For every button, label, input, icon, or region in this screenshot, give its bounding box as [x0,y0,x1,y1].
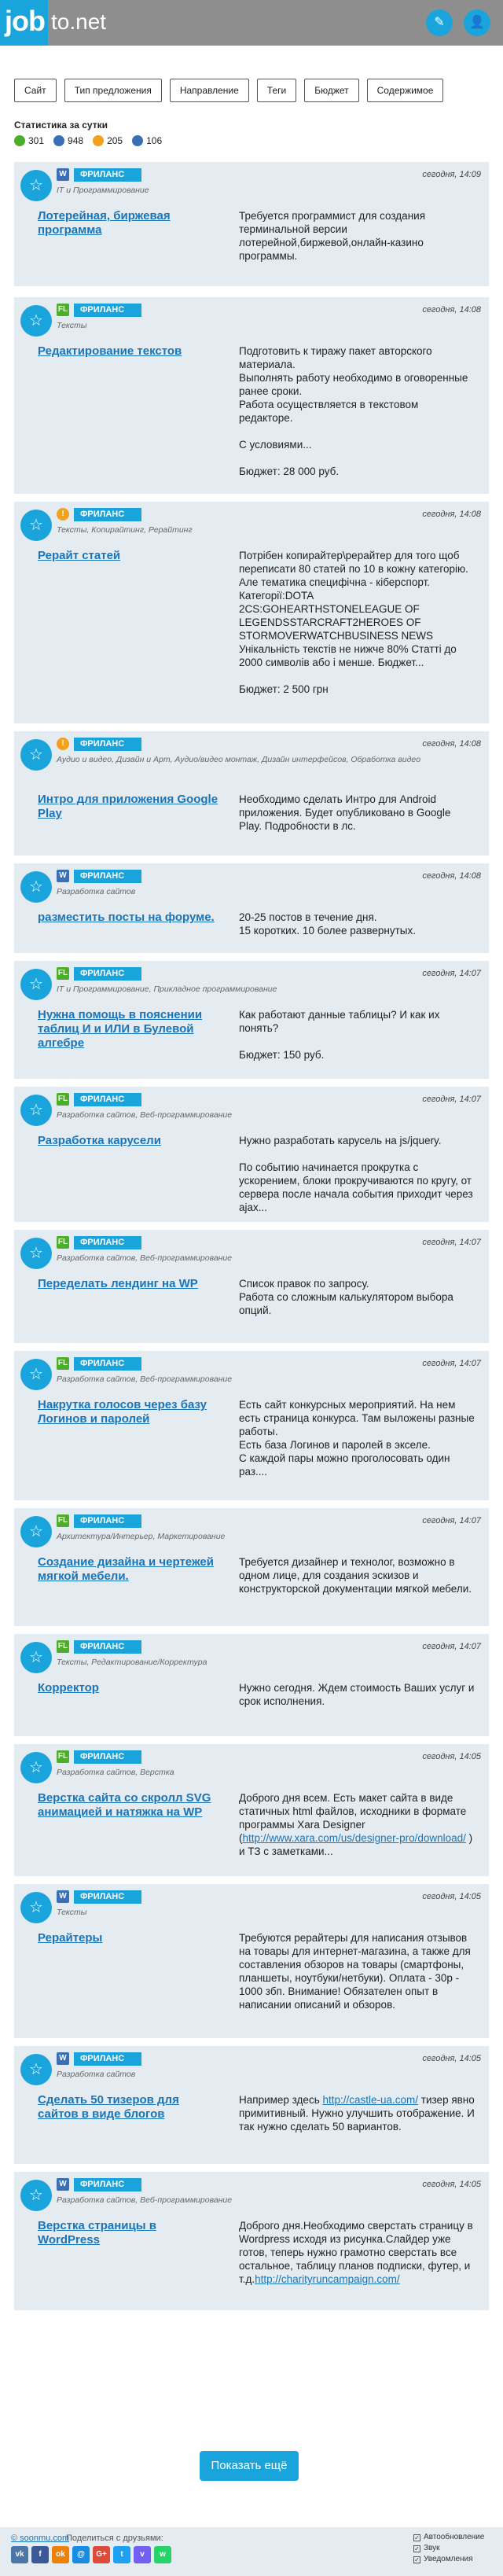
source-icon: W [57,1890,69,1903]
stat-value: 205 [107,135,123,146]
favorite-star-icon[interactable]: ☆ [20,1892,52,1923]
job-title-link[interactable]: Редактирование текстов [38,344,182,358]
checkbox-icon[interactable]: ✓ [414,2545,420,2552]
stat-value: 301 [28,135,45,146]
job-type-badge: ФРИЛАНС [74,1357,141,1371]
footer [0,2527,503,2576]
source-icon: ! [57,508,69,521]
job-category: Аудио и видео, Дизайн и Арт, Аудио/видео монтаж, Дизайн интерфейсов, Обработка видео [57,755,421,764]
odnoklassniki-icon[interactable]: ok [52,2546,69,2563]
source-icon: W [57,2052,69,2065]
favorite-star-icon[interactable]: ☆ [20,2054,52,2085]
job-category: Тексты, Редактирование/Корректура [57,1658,207,1667]
job-description: Нужно сегодня. Ждем стоимость Ваших услуг и срок исполнения. [239,1682,475,1707]
favorite-star-icon[interactable]: ☆ [20,1642,52,1673]
job-category: IT и Программирование, Прикладное программирование [57,984,277,994]
job-time: сегодня, 14:07 [422,1516,481,1525]
favorite-star-icon[interactable]: ☆ [20,305,52,337]
stat-value: 106 [146,135,163,146]
job-category: Разработка сайтов [57,2070,136,2079]
job-time: сегодня, 14:07 [422,969,481,978]
favorite-star-icon[interactable]: ☆ [20,1516,52,1547]
job-time: сегодня, 14:08 [422,871,481,881]
job-description: Требуется программист для создания терминальной версии лотерейной,биржевой,онлайн-казино программы. [239,210,426,262]
checkbox-icon[interactable]: ✓ [414,2556,420,2563]
job-description: Потрібен копирайтер\рерайтер для того щоб переписати 80 статей по 10 в кожну категорію. Але тематика специфічна - кіберспорт. Категорії:DOTA 2CS:GOHEARTHSTONELEAGUE OF LEGENDSSTARCRAFT2HEROES OF STORMOVERWATCHBUSINESS NEWS Унікальність текстів не нижче 80% Статті до 2000 символів або і менше. Бюджет... Бюджет: 2 500 грн [239,550,468,695]
filter-bar [14,79,443,102]
job-type-badge: ФРИЛАНС [74,1890,141,1904]
option-autorefresh[interactable]: ✓ Автообновление [414,2533,485,2541]
job-time: сегодня, 14:08 [422,510,481,519]
filter-tags[interactable]: Теги [257,79,296,102]
source-icon: FL [57,304,69,316]
source-icon: FL [57,1514,69,1527]
job-card [14,731,489,856]
job-type-badge: ФРИЛАНС [74,508,141,521]
filter-site[interactable]: Сайт [14,79,57,102]
job-description: 20-25 постов в течение дня. 15 коротких. 10 более развернутых. [239,911,416,937]
job-category: Тексты, Копирайтинг, Рерайтинг [57,525,193,535]
filter-content[interactable]: Содержимое [367,79,444,102]
job-title-link[interactable]: Лотерейная, биржевая программа [38,209,171,237]
job-title-link[interactable]: Сделать 50 тизеров для сайтов в виде блогов [38,2093,179,2121]
job-type-badge: ФРИЛАНС [74,304,141,317]
job-category: Тексты [57,321,87,330]
job-type-badge: ФРИЛАНС [74,738,141,751]
job-description: Доброго дня.Необходимо сверстать страницу в Wordpress исходя из рисунка.Слайдер уже готов, теперь нужно грамотно сверстать все остальное, таблицу планов подписки, футер, и т.д.http://charityruncampaign.com/ [239,2220,473,2285]
job-time: сегодня, 14:07 [422,1095,481,1104]
twitter-icon[interactable]: t [113,2546,130,2563]
job-type-badge: ФРИЛАНС [74,1750,141,1764]
job-title-link[interactable]: Нужна помощь в пояснении таблиц И и ИЛИ в Булевой алгебре [38,1008,203,1050]
job-category: Архитектура/Интерьер, Маркетирование [57,1532,226,1541]
stat-value: 948 [68,135,84,146]
job-category: Разработка сайтов, Веб-программирование [57,1110,233,1120]
job-type-badge: ФРИЛАНС [74,1093,141,1106]
edit-icon[interactable]: ✎ [426,9,453,36]
job-type-badge: ФРИЛАНС [74,870,141,883]
description-link[interactable]: http://www.xara.com/us/designer-pro/download/ [242,1832,466,1844]
job-description: Нужно разработать карусель на js/jquery. По событию начинается прокрутка с ускорением, блоки прокручиваются по кругу, от сервера после начала события приходит через ajax... [239,1135,473,1213]
job-title-link[interactable]: разместить посты на форуме. [38,911,215,924]
job-time: сегодня, 14:07 [422,1238,481,1247]
job-card [14,297,489,494]
favorite-star-icon[interactable]: ☆ [20,510,52,541]
source-icon: W [57,168,69,181]
job-card [14,1744,489,1876]
favorite-star-icon[interactable]: ☆ [20,1095,52,1126]
filter-offer-type[interactable]: Тип предложения [64,79,162,102]
job-time: сегодня, 14:07 [422,1642,481,1651]
header [0,0,503,46]
job-card [14,1508,489,1626]
filter-budget[interactable]: Бюджет [304,79,358,102]
job-card [14,1087,489,1222]
job-card [14,2172,489,2310]
source-icon: FL [57,1236,69,1249]
job-category: IT и Программирование [57,186,149,195]
mailru-icon[interactable]: @ [72,2546,90,2563]
viber-icon[interactable]: v [134,2546,151,2563]
job-category: Тексты [57,1908,87,1917]
job-description: Как работают данные таблицы? И как их понять? Бюджет: 150 руб. [239,1009,440,1061]
favorite-star-icon[interactable]: ☆ [20,170,52,201]
job-type-badge: ФРИЛАНС [74,2178,141,2191]
source-dot-icon [132,135,143,146]
job-time: сегодня, 14:05 [422,1892,481,1901]
job-type-badge: ФРИЛАНС [74,168,141,182]
stat-item [132,135,162,146]
job-card [14,1351,489,1500]
job-card [14,502,489,723]
job-title-link[interactable]: Переделать лендинг на WP [38,1277,198,1290]
checkbox-icon[interactable]: ✓ [414,2534,420,2541]
job-card [14,1634,489,1736]
stat-item [93,135,123,146]
source-icon: FL [57,1750,69,1763]
stat-item [14,135,44,146]
job-category: Разработка сайтов, Веб-программирование [57,1253,233,1263]
favorite-star-icon[interactable]: ☆ [20,2180,52,2211]
source-icon: W [57,2178,69,2191]
job-title-link[interactable]: Верстка сайта со скролл SVG анимацией и натяжка на WP [38,1791,211,1819]
logo-net: to.net [50,9,107,34]
job-time: сегодня, 14:08 [422,305,481,315]
job-title-link[interactable]: Рерайт статей [38,549,121,562]
job-title-link[interactable]: Верстка страницы в WordPress [38,2219,156,2247]
source-icon: W [57,870,69,882]
job-time: сегодня, 14:08 [422,739,481,749]
source-icon: ! [57,738,69,750]
footer-link[interactable]: © soonmu.com [11,2534,70,2543]
job-description: Есть сайт конкурсных мероприятий. На нем есть страница конкурса. Там выложены разные работы. Есть база Логинов и паролей в экселе. С каждой пары можно проголосовать один раз.... [239,1399,475,1478]
job-title-link[interactable]: Создание дизайна и чертежей мягкой мебели. [38,1555,214,1583]
job-category: Разработка сайтов [57,887,136,896]
favorite-star-icon[interactable]: ☆ [20,739,52,771]
source-icon: FL [57,967,69,980]
job-description: Доброго дня всем. Есть макет сайта в виде статичных html файлов, исходники в формате программы Xara Designer (http://www.xara.com/us/designer-pro/download/ ) и ТЗ с заметками... [239,1792,473,1857]
source-icon: FL [57,1640,69,1653]
job-time: сегодня, 14:05 [422,1752,481,1761]
job-card [14,1230,489,1343]
job-title-link[interactable]: Накрутка голосов через базу Логинов и паролей [38,1398,207,1426]
show-more-button[interactable]: Показать ещё [200,2451,299,2481]
job-category: Разработка сайтов, Верстка [57,1768,174,1777]
job-type-badge: ФРИЛАНС [74,2052,141,2066]
job-card [14,863,489,953]
job-title-link[interactable]: Рерайтеры [38,1931,103,1945]
source-dot-icon [53,135,64,146]
stats-title: Статистика за сутки [14,120,108,131]
footer-options [413,2532,484,2565]
job-category: Разработка сайтов, Веб-программирование [57,2195,233,2205]
share-label: Поделиться с друзьями: [66,2534,163,2543]
job-type-badge: ФРИЛАНС [74,1236,141,1249]
job-title-link[interactable]: Разработка карусели [38,1134,161,1147]
source-dot-icon [93,135,104,146]
job-title-link[interactable]: Интро для приложения Google Play [38,793,218,820]
filter-direction[interactable]: Направление [170,79,249,102]
job-card [14,162,489,286]
google-plus-icon[interactable]: G+ [93,2546,110,2563]
job-card [14,2046,489,2164]
job-card [14,961,489,1079]
logo[interactable] [0,0,111,46]
source-icon: FL [57,1093,69,1106]
favorite-star-icon[interactable]: ☆ [20,1238,52,1269]
social-buttons [11,2546,171,2563]
user-icon[interactable]: 👤 [464,9,490,36]
option-sound[interactable]: ✓ Звук [414,2544,440,2552]
whatsapp-icon[interactable]: w [154,2546,171,2563]
job-description: Подготовить к тиражу пакет авторского материала. Выполнять работу необходимо в оговоренные ранее сроки. Работа осуществляется в текстовом редакторе. С условиями... Бюджет: 28 000 руб. [239,345,468,477]
source-dot-icon [14,135,25,146]
job-time: сегодня, 14:05 [422,2054,481,2063]
job-type-badge: ФРИЛАНС [74,1640,141,1654]
job-time: сегодня, 14:05 [422,2180,481,2189]
job-description: Требуются рерайтеры для написания отзывов на товары для интернет-магазина, а также для составления обзоров на товары (смартфоны, планшеты, ноутбуки/нетбуки). Оплата - 30р - 1000 збп. Внимание! Обязателен опыт в написании описаний и обзоров. [239,1932,471,2011]
job-card [14,1884,489,2038]
favorite-star-icon[interactable]: ☆ [20,1359,52,1390]
job-description: Необходимо сделать Интро для Android приложения. Будет опубликовано в Google Play. Подробности в лс. [239,793,451,832]
description-link[interactable]: http://castle-ua.com/ [322,2094,419,2106]
job-description: Например здесь http://castle-ua.com/ тизер явно примитивный. Нужно улучшить отображение. И так нужно сделать 50 вариантов. [239,2094,475,2133]
job-type-badge: ФРИЛАНС [74,967,141,981]
job-category: Разработка сайтов, Веб-программирование [57,1374,233,1384]
job-description: Список правок по запросу. Работа со сложным калькулятором выбора опций. [239,1278,453,1316]
stat-item [53,135,83,146]
job-title-link[interactable]: Корректор [38,1681,99,1695]
job-description: Требуется дизайнер и технолог, возможно в одном лице, для создания эскизов и конструкторской документации мягкой мебели. [239,1556,472,1595]
favorite-star-icon[interactable]: ☆ [20,1752,52,1783]
facebook-icon[interactable]: f [31,2546,49,2563]
stats [14,135,162,146]
logo-job: job [0,0,48,46]
favorite-star-icon[interactable]: ☆ [20,871,52,903]
description-link[interactable]: http://charityruncampaign.com/ [255,2273,400,2285]
job-time: сегодня, 14:09 [422,170,481,179]
job-type-badge: ФРИЛАНС [74,1514,141,1528]
job-time: сегодня, 14:07 [422,1359,481,1368]
option-notifications[interactable]: ✓ Уведомления [414,2555,473,2563]
source-icon: FL [57,1357,69,1370]
vk-icon[interactable]: vk [11,2546,28,2563]
favorite-star-icon[interactable]: ☆ [20,969,52,1000]
